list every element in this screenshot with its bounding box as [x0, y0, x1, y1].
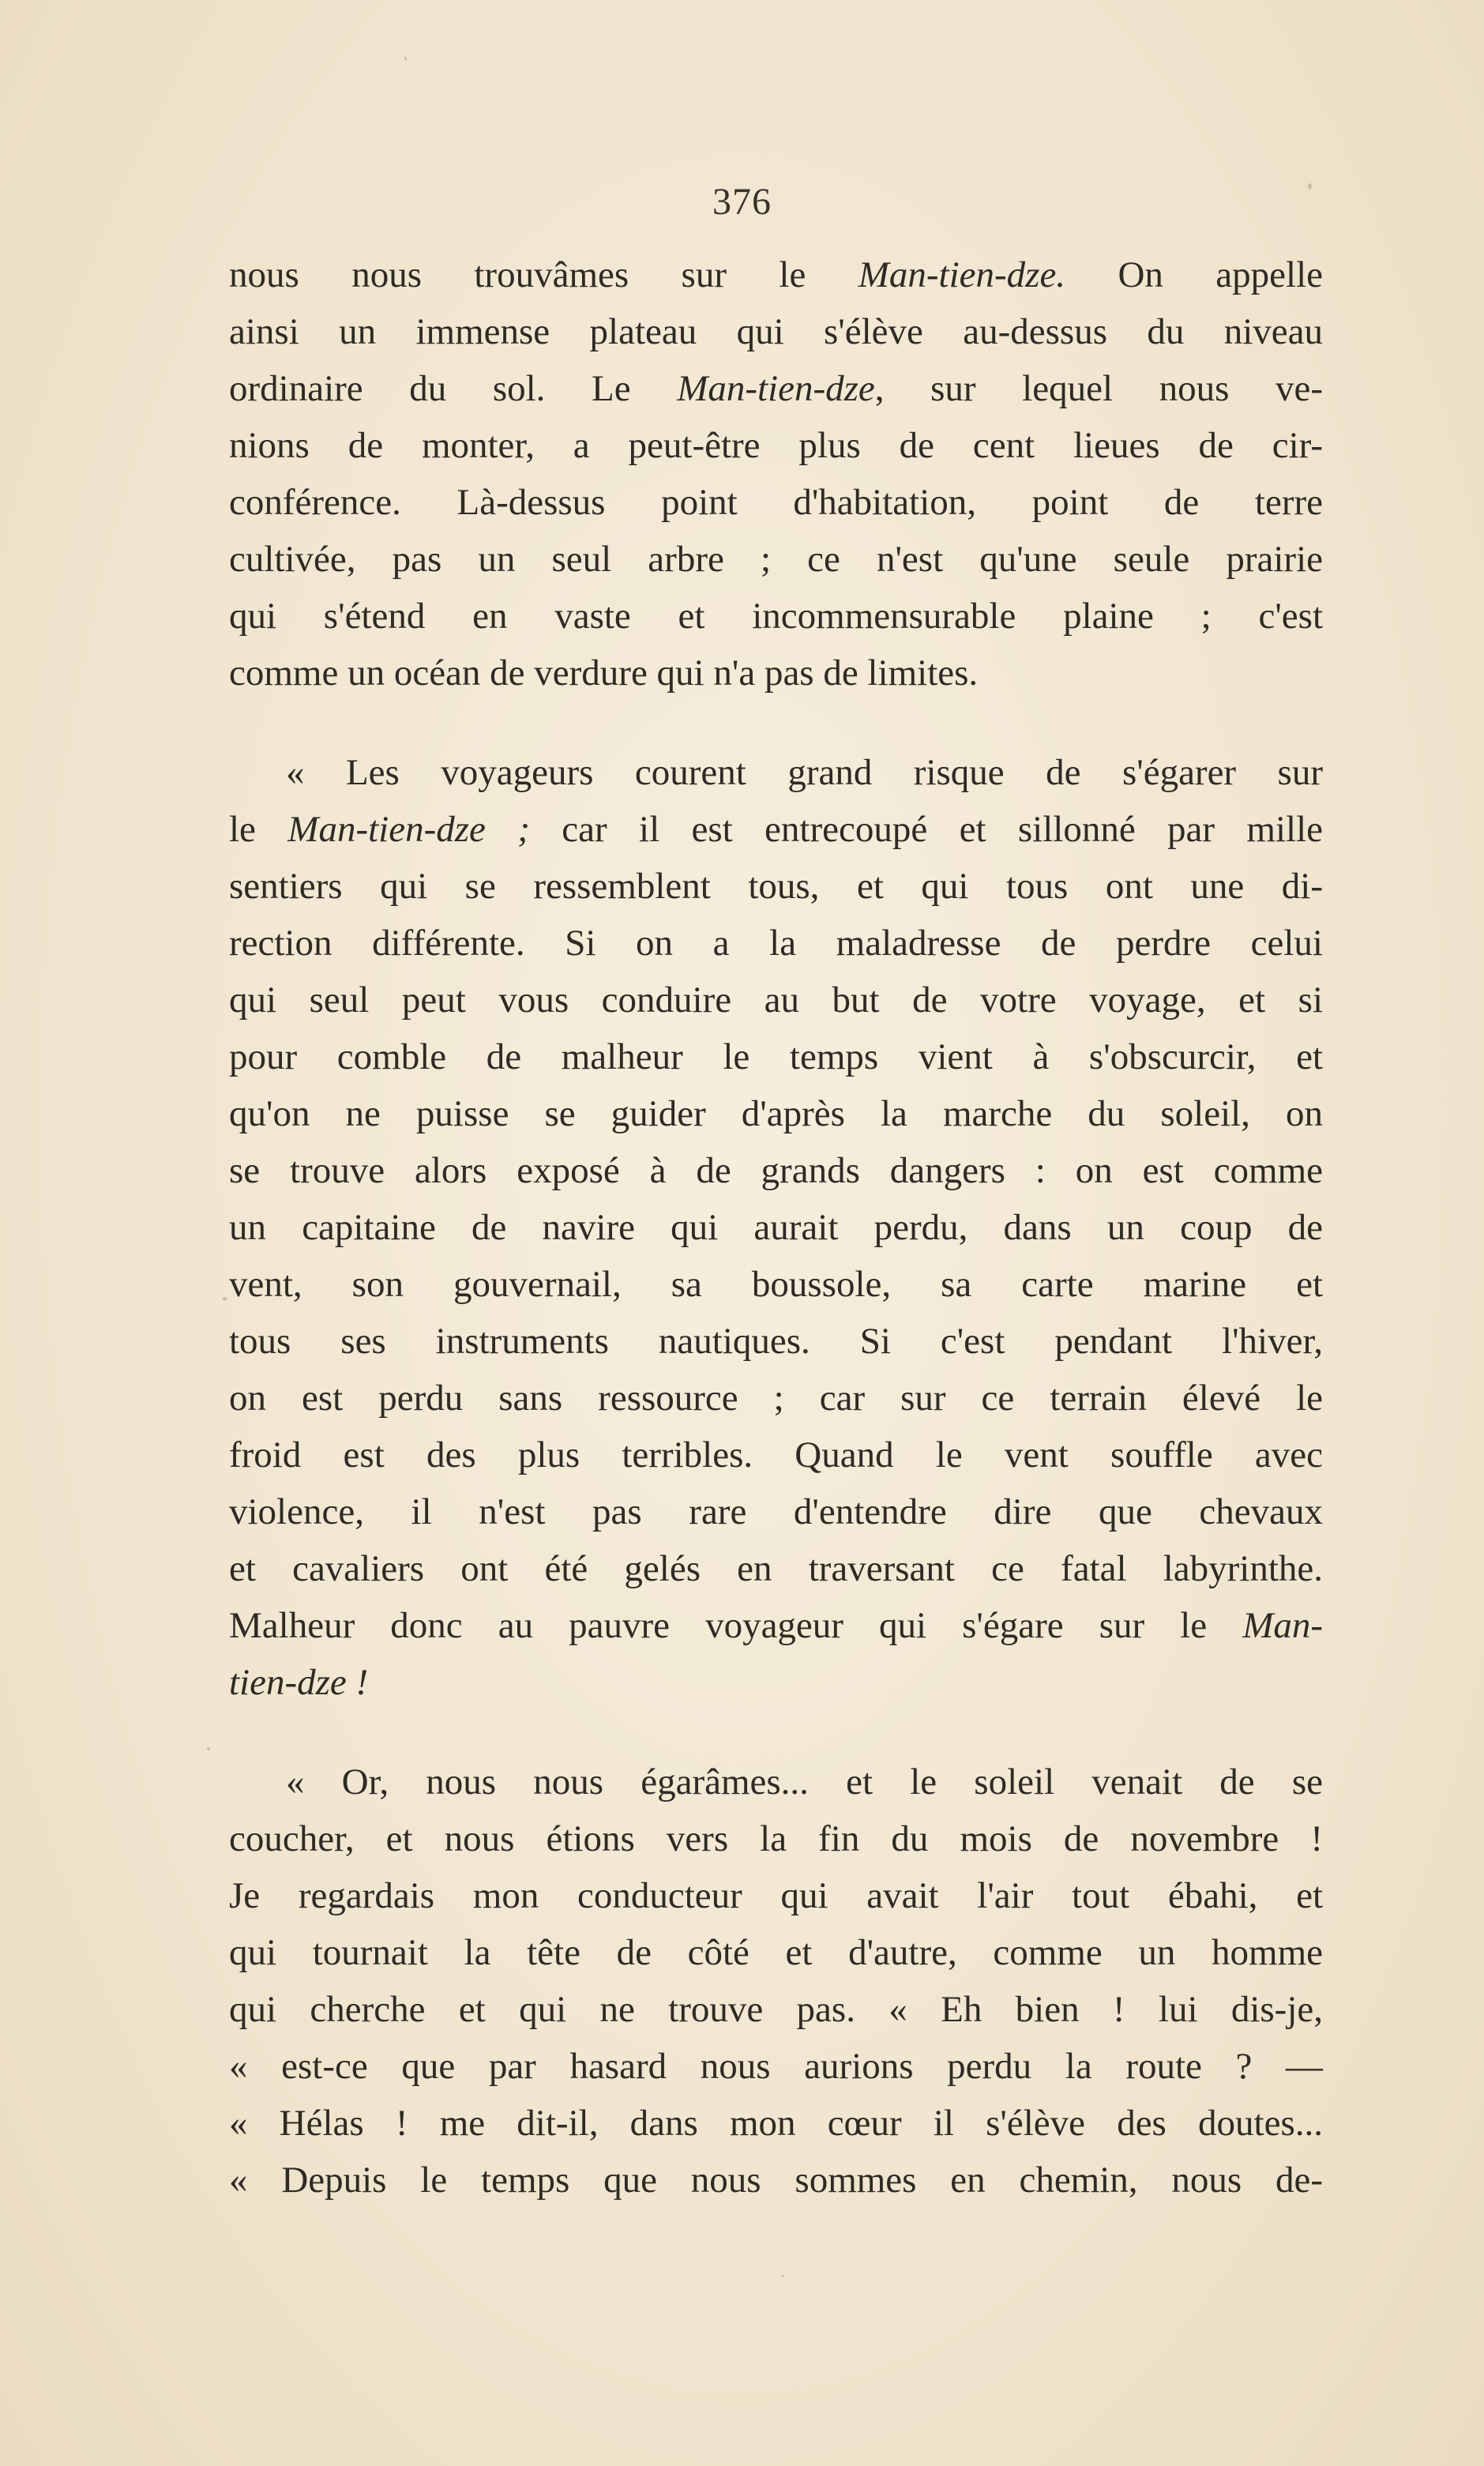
italic-text: Man-tien-dze.	[858, 254, 1066, 295]
text-run: qui seul peut vous conduire au but de votre voyage, et si	[229, 979, 1323, 1021]
text-line	[229, 1028, 1323, 1085]
text-line	[229, 1924, 1323, 1981]
text-line	[229, 744, 1323, 801]
text-run: un capitaine de navire qui aurait perdu, dans un coup de	[229, 1207, 1323, 1248]
text-line	[229, 915, 1323, 972]
text-line	[229, 1867, 1323, 1924]
text-line	[229, 2152, 1323, 2208]
text-run: conférence. Là-dessus point d'habitation, point de terre	[229, 482, 1323, 523]
paragraph	[229, 1754, 1323, 2208]
text-line	[229, 2095, 1323, 2152]
text-line	[229, 1597, 1323, 1654]
text-run: qui s'étend en vaste et incommensurable plaine ; c'est	[229, 596, 1323, 637]
text-line	[229, 303, 1323, 360]
italic-text: Man-tien-dze	[677, 368, 875, 409]
text-line	[229, 801, 1323, 858]
text-run: Je regardais mon conducteur qui avait l'air tout ébahi, et	[229, 1875, 1323, 1916]
text-line	[229, 246, 1323, 303]
paragraph-gap	[229, 1711, 1323, 1754]
paragraph-gap	[229, 701, 1323, 744]
text-run: sentiers qui se ressemblent tous, et qui tous ont une di-	[229, 866, 1323, 907]
text-run: ainsi un immense plateau qui s'élève au-dessus du niveau	[229, 311, 1323, 352]
text-run: rection différente. Si on a la maladresse de perdre celui	[229, 923, 1323, 964]
text-run: se trouve alors exposé à de grands dangers : on est comme	[229, 1150, 1323, 1191]
text-run: nions de monter, a peut-être plus de cent lieues de cir-	[229, 425, 1323, 466]
text-run: coucher, et nous étions vers la fin du mois de novembre !	[229, 1818, 1323, 1859]
text-line	[229, 1256, 1323, 1313]
text-line	[229, 1654, 1323, 1711]
text-line	[229, 1370, 1323, 1427]
text-line	[229, 1810, 1323, 1867]
text-run: « Hélas ! me dit-il, dans mon cœur il s'élève des doutes...	[229, 2103, 1323, 2144]
text-line	[229, 417, 1323, 474]
text-line	[229, 1085, 1323, 1142]
text-run: cultivée, pas un seul arbre ; ce n'est qu'une seule prairie	[229, 539, 1323, 580]
text-line	[229, 474, 1323, 531]
text-run: pour comble de malheur le temps vient à s'obscurcir, et	[229, 1036, 1323, 1077]
paragraph	[229, 246, 1323, 701]
text-line	[229, 1483, 1323, 1540]
italic-text: Man-	[1242, 1605, 1323, 1646]
text-run: qui cherche et qui ne trouve pas. « Eh bien ! lui dis-je,	[229, 1989, 1323, 2030]
text-line	[229, 1754, 1323, 1810]
text-run: ordinaire du sol. Le	[229, 368, 678, 409]
text-run: et cavaliers ont été gelés en traversant ce fatal labyrinthe.	[229, 1548, 1323, 1589]
italic-text: tien-dze !	[229, 1662, 369, 1703]
text-line	[229, 360, 1323, 417]
text-run: violence, il n'est pas rare d'entendre dire que chevaux	[229, 1491, 1323, 1532]
text-run: froid est des plus terribles. Quand le vent souffle avec	[229, 1434, 1323, 1475]
text-run: tous ses instruments nautiques. Si c'est pendant l'hiver,	[229, 1321, 1323, 1362]
paragraph	[229, 744, 1323, 1711]
text-run: vent, son gouvernail, sa boussole, sa carte marine et	[229, 1264, 1323, 1305]
text-run: « est-ce que par hasard nous aurions perdu la route ? —	[229, 2046, 1323, 2087]
text-run: qu'on ne puisse se guider d'après la marche du soleil, on	[229, 1093, 1323, 1134]
text-run: le	[229, 809, 288, 850]
page-number: 376	[712, 181, 772, 223]
text-run: nous nous trouvâmes sur le	[229, 254, 858, 295]
text-run: comme un océan de verdure qui n'a pas de limites.	[229, 652, 979, 694]
page-body	[229, 246, 1323, 2208]
text-run: « Depuis le temps que nous sommes en chemin, nous de-	[229, 2160, 1323, 2201]
text-run: « Or, nous nous égarâmes... et le soleil venait de se	[286, 1761, 1323, 1803]
text-run: Malheur donc au pauvre voyageur qui s'égare sur le	[229, 1605, 1243, 1646]
text-line	[229, 531, 1323, 588]
text-line	[229, 1540, 1323, 1597]
italic-text: Man-tien-dze ;	[287, 809, 530, 850]
text-line	[229, 972, 1323, 1028]
text-line	[229, 1313, 1323, 1370]
text-line	[229, 2038, 1323, 2095]
text-run: car il est entrecoupé et sillonné par mille	[529, 809, 1324, 850]
text-run: On appelle	[1065, 254, 1323, 295]
text-line	[229, 1142, 1323, 1199]
text-line	[229, 588, 1323, 645]
text-line	[229, 1981, 1323, 2038]
text-line	[229, 858, 1323, 915]
text-run: on est perdu sans ressource ; car sur ce terrain élevé le	[229, 1378, 1323, 1419]
text-line	[229, 1427, 1323, 1483]
text-line	[229, 645, 1323, 701]
text-run: qui tournait la tête de côté et d'autre, comme un homme	[229, 1932, 1323, 1973]
text-run: « Les voyageurs courent grand risque de s'égarer sur	[286, 752, 1323, 793]
text-run: , sur lequel nous ve-	[874, 368, 1323, 409]
text-line	[229, 1199, 1323, 1256]
